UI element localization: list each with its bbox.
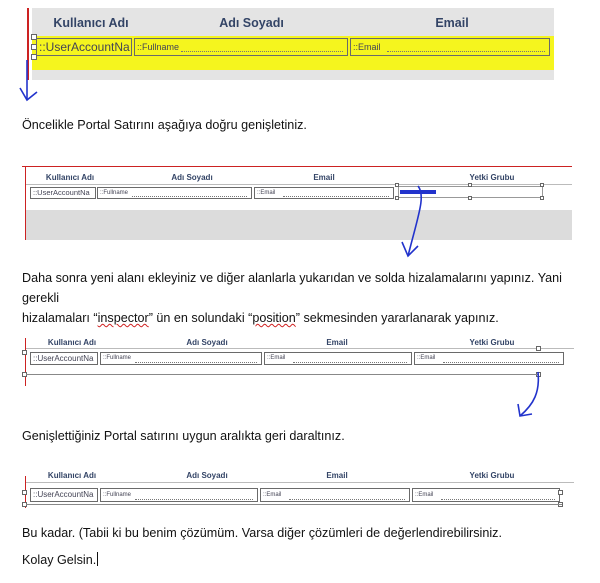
resize-handle[interactable] (540, 196, 544, 200)
paragraph-5 (22, 550, 98, 570)
resize-handle[interactable] (31, 44, 37, 50)
field-group[interactable] (412, 488, 560, 502)
field-underline (132, 196, 247, 197)
field-username-text: ::UserAccountNa (39, 40, 130, 54)
header-email: Email (313, 173, 335, 182)
screenshot-3-collapse-portal (22, 338, 574, 388)
field-underline (135, 362, 257, 363)
arrow-down-icon (396, 186, 456, 266)
field-email[interactable] (254, 187, 394, 199)
field-username[interactable] (30, 488, 98, 502)
resize-handle[interactable] (536, 346, 541, 351)
screenshot-2-added-field (22, 162, 572, 240)
field-group[interactable] (414, 352, 564, 365)
header-divider (26, 482, 574, 483)
field-email-text: ::Email (263, 492, 282, 498)
field-username[interactable] (30, 352, 98, 365)
resize-handle[interactable] (22, 350, 27, 355)
resize-handle[interactable] (540, 183, 544, 187)
field-email-text: ::Email (267, 355, 286, 361)
paragraph-2-line-2c: ” sekmesinden yararlanarak yapınız. (295, 311, 499, 325)
field-fullname-text: ::Fullname (100, 190, 129, 196)
field-fullname-text: ::Fullname (103, 355, 132, 361)
paragraph-2 (22, 268, 600, 328)
portal-background (26, 210, 572, 240)
field-email-text: ::Email (353, 42, 381, 52)
field-underline (289, 499, 405, 500)
header-divider (26, 184, 572, 185)
arrow-down-icon (18, 60, 48, 110)
resize-handle[interactable] (468, 196, 472, 200)
field-username-text: ::UserAccountNa (33, 188, 90, 197)
paragraph-3: Genişlettiğiniz Portal satırını uygun aralıkta geri daraltınız. (22, 429, 345, 443)
inspector-word: inspector (97, 311, 149, 325)
portal-bottom-edge (26, 504, 562, 505)
portal-bottom-edge (26, 374, 538, 375)
field-email[interactable] (260, 488, 410, 502)
field-underline (283, 196, 389, 197)
portal-left-line (25, 338, 26, 386)
header-fullname: Adı Soyadı (171, 173, 213, 182)
header-email: Email (326, 471, 348, 480)
field-fullname-text: ::Fullname (103, 492, 132, 498)
field-underline (181, 51, 343, 52)
field-email-text: ::Email (257, 190, 276, 196)
field-fullname[interactable] (100, 352, 262, 365)
field-username-text: ::UserAccountNa (33, 354, 94, 363)
resize-handle[interactable] (31, 34, 37, 40)
field-underline (387, 51, 545, 52)
header-group: Yetki Grubu (469, 471, 515, 480)
header-username: Kullanıcı Adı (47, 471, 97, 480)
paragraph-1: Öncelikle Portal Satırını aşağıya doğru genişletiniz. (22, 118, 307, 132)
header-username: Kullanıcı Adı (47, 338, 97, 347)
header-group: Yetki Grubu (469, 338, 515, 347)
field-username[interactable] (30, 187, 96, 199)
field-group-text: ::Email (415, 492, 434, 498)
header-fullname: Adı Soyadı (219, 16, 284, 30)
header-fullname: Adı Soyadı (186, 338, 228, 347)
screenshot-4-final-portal (22, 471, 574, 510)
paragraph-2-line-2b: ” ün en solundaki “ (148, 311, 253, 325)
field-underline (443, 362, 559, 363)
field-username[interactable] (36, 38, 132, 56)
field-fullname[interactable] (134, 38, 348, 56)
top-red-line (22, 166, 572, 167)
field-username-text: ::UserAccountNa (33, 490, 94, 499)
arrow-down-icon (512, 372, 552, 422)
header-divider (26, 348, 574, 349)
text-cursor (97, 552, 98, 566)
paragraph-2-line-2a: hizalamaları “ (22, 311, 98, 325)
header-group: Yetki Grubu (469, 173, 515, 182)
field-underline (441, 499, 555, 500)
field-underline (135, 499, 253, 500)
field-fullname[interactable] (100, 488, 258, 502)
header-username: Kullanıcı Adı (45, 173, 95, 182)
resize-handle[interactable] (468, 183, 472, 187)
screenshot-1-portal-row (22, 8, 554, 80)
paragraph-4: Bu kadar. (Tabii ki bu benim çözümüm. Varsa diğer çözümleri de değerlendirebilirsiniz. (22, 526, 502, 540)
header-username: Kullanıcı Adı (53, 16, 129, 30)
field-fullname[interactable] (97, 187, 252, 199)
position-word: position (252, 311, 296, 325)
header-fullname: Adı Soyadı (186, 471, 228, 480)
field-email[interactable] (264, 352, 412, 365)
closing-text: Kolay Gelsin. (22, 553, 97, 567)
paragraph-2-line-1: Daha sonra yeni alanı ekleyiniz ve diğer alanlarla yukarıdan ve solda hizalamalarını yapınız. Yani gerekli (22, 271, 562, 305)
resize-handle[interactable] (558, 490, 563, 495)
resize-handle[interactable] (22, 490, 27, 495)
field-email[interactable] (350, 38, 550, 56)
header-email: Email (435, 16, 469, 30)
field-underline (293, 362, 407, 363)
field-fullname-text: ::Fullname (137, 42, 180, 52)
header-email: Email (326, 338, 348, 347)
field-group-text: ::Email (417, 355, 436, 361)
